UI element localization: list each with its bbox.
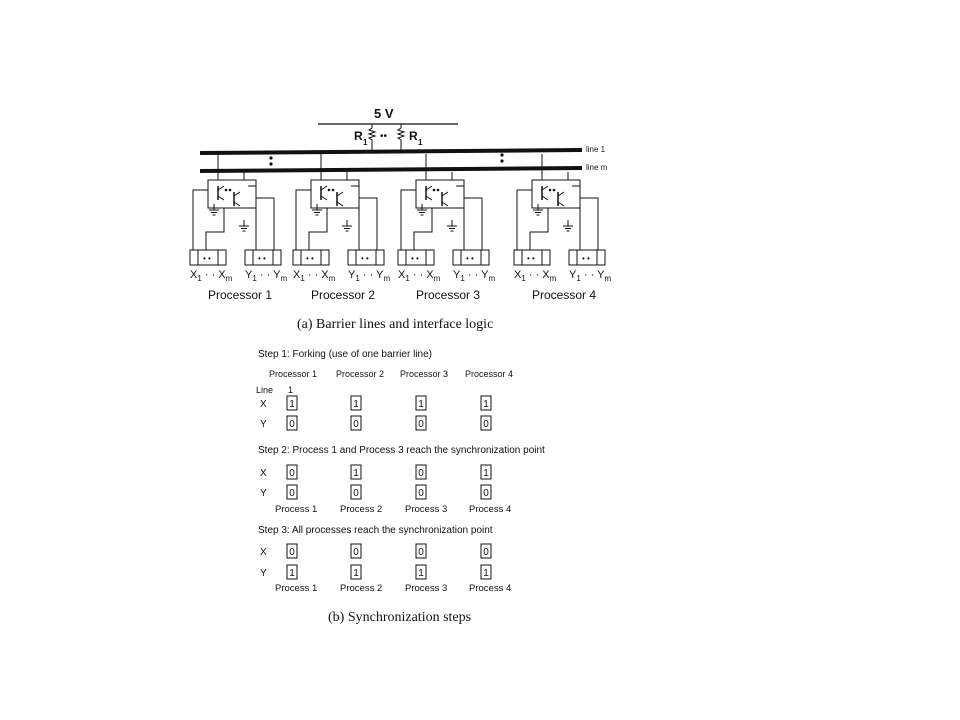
y-bit-value: 1 — [418, 568, 424, 579]
row-y-label: Y — [260, 419, 267, 430]
step-1 — [256, 349, 513, 430]
x-range-label: $X_1$ · · $X_m$ — [190, 269, 233, 283]
register-dots: • • — [203, 254, 211, 263]
row-y-label: Y — [260, 568, 267, 579]
step-title: Step 2: Process 1 and Process 3 reach the synchronization point — [258, 445, 545, 456]
y-range-label: $Y_1$ · · $Y_m$ — [245, 269, 288, 283]
process-label: Process 3 — [405, 583, 448, 594]
y-bit-value: 0 — [418, 419, 424, 430]
row-x-label: X — [260, 547, 267, 558]
y-bit-value: 0 — [418, 488, 424, 499]
x-range-label: $X_1$ · · $X_m$ — [293, 269, 336, 283]
barrier-circuit — [190, 106, 611, 302]
row-y-label: Y — [260, 488, 267, 499]
bus-line-m-label: line m — [586, 163, 608, 172]
step-2 — [258, 445, 545, 515]
row-x-label: X — [260, 468, 267, 479]
processor-label: Processor 1 — [208, 288, 273, 302]
resistor-dots: •• — [380, 131, 388, 142]
resistor-right — [398, 128, 404, 152]
x-bit-value: 0 — [483, 547, 489, 558]
y-bit-value: 1 — [289, 568, 295, 579]
y-bit-value: 0 — [483, 419, 489, 430]
x-bit-value: 0 — [353, 547, 359, 558]
bus-line-1-label: line 1 — [586, 145, 606, 154]
x-bit-value: 0 — [418, 468, 424, 479]
x-bit-value: 1 — [483, 468, 489, 479]
processor-block-3 — [398, 154, 495, 302]
row-x-label: X — [260, 399, 267, 410]
register-dots: • • — [527, 254, 535, 263]
processor-block-1 — [190, 154, 287, 302]
processor-header: Processor 1 — [269, 369, 318, 379]
processor-label: Processor 3 — [416, 288, 481, 302]
resistor-left-label: R — [354, 129, 363, 143]
processor-label: Processor 2 — [311, 288, 376, 302]
process-label: Process 4 — [469, 504, 512, 515]
x-bit-value: 1 — [418, 399, 424, 410]
x-range-label: $X_1$ · · $X_m$ — [514, 269, 557, 283]
process-label: Process 3 — [405, 504, 448, 515]
register-dots: • • — [582, 254, 590, 263]
resistor-right-sub: 1 — [418, 138, 423, 147]
line-number: 1 — [288, 385, 294, 395]
caption-b: (b) Synchronization steps — [328, 610, 472, 625]
y-range-label: $Y_1$ · · $Y_m$ — [453, 269, 496, 283]
resistor-right-label: R — [409, 129, 418, 143]
y-bit-value: 0 — [353, 488, 359, 499]
x-bit-value: 1 — [289, 399, 295, 410]
y-bit-value: 0 — [289, 419, 295, 430]
y-bit-value: 0 — [353, 419, 359, 430]
processor-header: Processor 4 — [465, 369, 514, 379]
step-title: Step 1: Forking (use of one barrier line) — [258, 349, 432, 360]
x-range-label: $X_1$ · · $X_m$ — [398, 269, 441, 283]
register-dots: • • — [466, 254, 474, 263]
x-bit-value: 0 — [418, 547, 424, 558]
step-title: Step 3: All processes reach the synchronization point — [258, 525, 493, 536]
line-label: Line — [256, 385, 274, 395]
y-bit-value: 1 — [483, 568, 489, 579]
processor-header: Processor 2 — [336, 369, 385, 379]
register-dots: • • — [306, 254, 314, 263]
bus-line-m — [200, 168, 582, 171]
processor-block-2 — [293, 154, 390, 302]
interface-box — [311, 180, 359, 208]
bus-line-1 — [200, 150, 582, 153]
process-label: Process 2 — [340, 504, 383, 515]
y-range-label: $Y_1$ · · $Y_m$ — [348, 269, 391, 283]
processor-header: Processor 3 — [400, 369, 449, 379]
step-3 — [258, 525, 511, 594]
supply-label: 5 V — [374, 106, 394, 121]
caption-a: (a) Barrier lines and interface logic — [297, 317, 494, 332]
register-dots: • • — [411, 254, 419, 263]
y-bit-value: 0 — [483, 488, 489, 499]
x-bit-value: 0 — [289, 468, 295, 479]
processor-block-4 — [514, 154, 611, 302]
process-label: Process 1 — [275, 583, 318, 594]
interface-box — [208, 180, 256, 208]
process-label: Process 4 — [469, 583, 512, 594]
resistor-left — [369, 128, 375, 152]
process-label: Process 2 — [340, 583, 383, 594]
resistor-left-sub: 1 — [363, 138, 368, 147]
y-range-label: $Y_1$ · · $Y_m$ — [569, 269, 612, 283]
x-bit-value: 1 — [353, 399, 359, 410]
y-bit-value: 1 — [353, 568, 359, 579]
y-bit-value: 0 — [289, 488, 295, 499]
synchronization-steps — [256, 349, 545, 594]
interface-box — [416, 180, 464, 208]
process-label: Process 1 — [275, 504, 318, 515]
register-dots: • • — [258, 254, 266, 263]
processor-label: Processor 4 — [532, 288, 597, 302]
interface-box — [532, 180, 580, 208]
x-bit-value: 1 — [483, 399, 489, 410]
x-bit-value: 0 — [289, 547, 295, 558]
register-dots: • • — [361, 254, 369, 263]
x-bit-value: 1 — [353, 468, 359, 479]
